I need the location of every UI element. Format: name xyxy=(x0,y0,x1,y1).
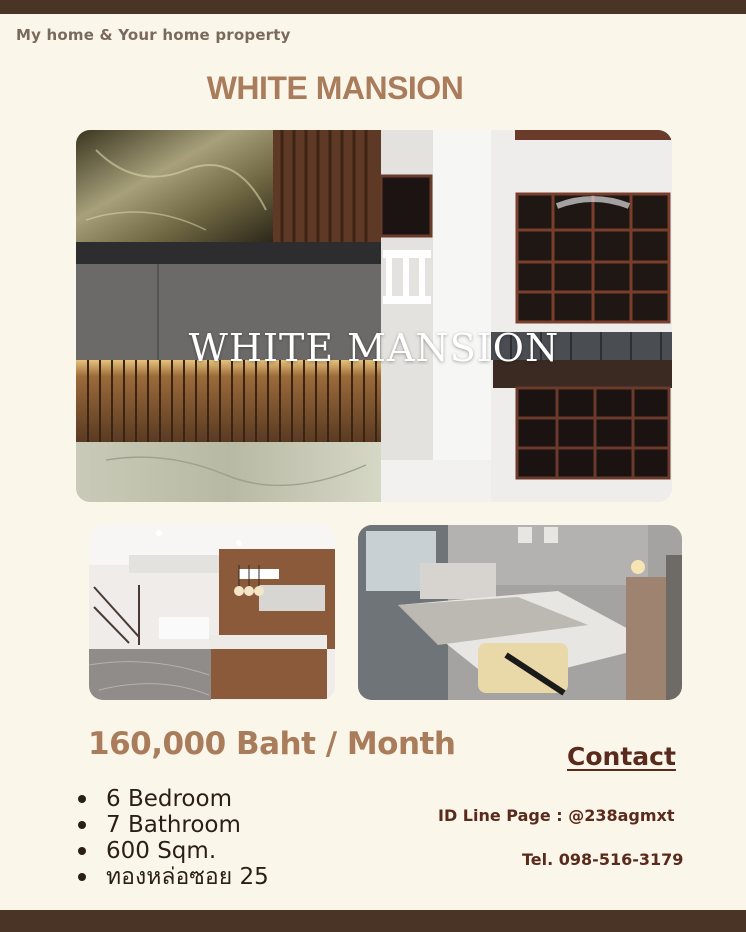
bedroom-photo xyxy=(358,525,682,700)
feature-text: ทองหล่อซอย 25 xyxy=(106,864,269,890)
contact-heading: Contact xyxy=(567,742,676,771)
hero-overlay-title: WHITE MANSION xyxy=(188,326,560,370)
feature-item-location xyxy=(78,864,269,890)
brand-name: My home & Your home property xyxy=(16,26,291,44)
monthly-price: 160,000 Baht / Month xyxy=(88,726,456,762)
bottom-band xyxy=(0,910,746,932)
bullet-icon xyxy=(78,821,86,829)
kitchen-living-photo xyxy=(89,525,335,700)
feature-item-area xyxy=(78,838,269,864)
feature-item-bathroom xyxy=(78,812,269,838)
kitchen-illustration xyxy=(89,525,335,700)
feature-item-bedroom xyxy=(78,786,269,812)
top-band xyxy=(0,0,746,14)
page-title: WHITE MANSION xyxy=(206,70,464,106)
feature-text: 6 Bedroom xyxy=(106,786,232,812)
bedroom-illustration xyxy=(358,525,682,700)
bullet-icon xyxy=(78,795,86,803)
exterior-facade-photo xyxy=(381,130,672,502)
line-id-text: ID Line Page : @238agmxt xyxy=(438,806,675,825)
interior-wall-photo xyxy=(76,130,381,502)
bullet-icon xyxy=(78,873,86,881)
feature-list xyxy=(78,786,269,890)
hero-collage xyxy=(76,130,672,502)
feature-text: 600 Sqm. xyxy=(106,838,217,864)
bullet-icon xyxy=(78,847,86,855)
feature-text: 7 Bathroom xyxy=(106,812,241,838)
phone-number: Tel. 098-516-3179 xyxy=(522,850,684,869)
